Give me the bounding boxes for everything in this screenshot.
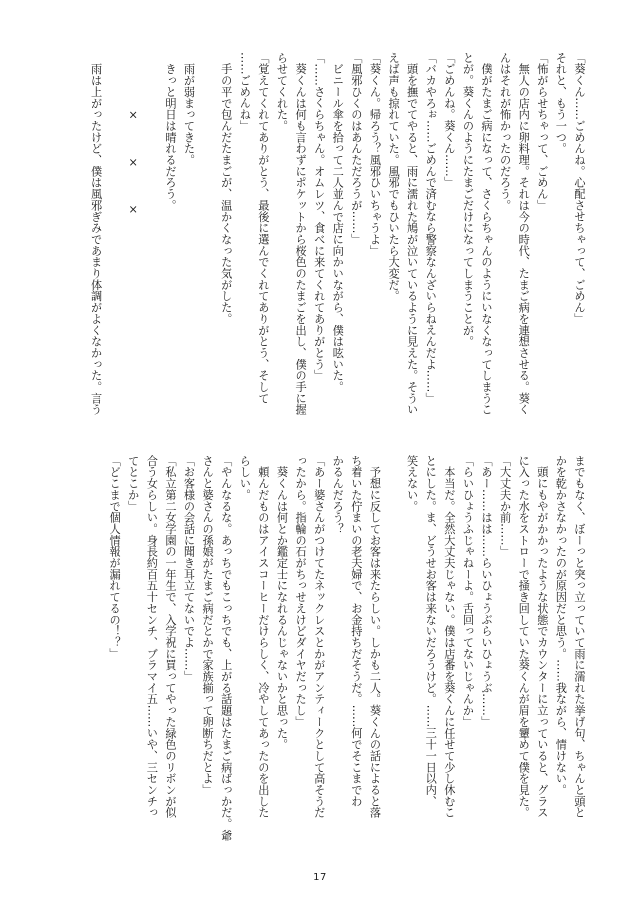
text-line: 笑えない。 — [405, 455, 419, 512]
text-line: 「らいひょうふじゃねーよ。舌回ってないじゃんか」 — [461, 455, 475, 728]
text-line: かを乾かさなかったのが原因だと思う。……我ながら、情けない。 — [554, 455, 568, 796]
text-line: ビニール傘を拾って二人並んで店に向かいながら、僕は呟いた。 — [331, 52, 345, 393]
text-line: 「どこまで個人情報が漏れてるの！？」 — [108, 455, 122, 660]
text-line: 頼んだものはアイスコーヒーだけらしく、冷やしてあったのを出した — [256, 455, 270, 819]
text-line: とが。葵くんのようにたまごだけになってしまうことが。 — [461, 52, 475, 348]
text-line: 葵くんは何とか鑑定士になれるんじゃないかと思った。 — [275, 455, 289, 751]
text-line: 「バカやろぉ……ごめんで済むなら警察なんざいらねえんだよ……」 — [424, 52, 438, 404]
text-line: × × × — [126, 52, 140, 217]
text-line: 「風邪ひくのはあんただろうが……」 — [349, 52, 363, 245]
text-line: 「あー婆さんがつけてたネックレスとかがアンティークとして高そうだ — [312, 455, 326, 819]
text-line: 僕がたまご病になって、さくらちゃんのようにいなくなってしまうこ — [480, 52, 494, 416]
text-line: えば声も掠れていた。風邪でもひいたら大変だ。 — [387, 52, 401, 302]
text-line: 「覚えてくれてありがとう、最後に選んでくれてありがとう、そして — [256, 52, 270, 404]
text-line: かるんだろう？ — [331, 455, 345, 535]
text-line — [142, 52, 161, 382]
text-line: とにした。ま、どうせお客は来ないだろうけど。……三十一日以内、 — [424, 455, 438, 807]
text-line: 「葵くん。帰ろう？風邪ひいちゃうよ」 — [368, 52, 382, 257]
text-line: 無人の店内に卵料理。それは今の時代、たまご病を連想させる。葵く — [517, 52, 531, 416]
text-line: 「私立第二女学園の一年生で、入学祝に買ってやった緑色のリボンが似 — [163, 455, 177, 819]
page-number: 17 — [313, 872, 327, 883]
text-line — [198, 52, 217, 382]
text-line: までもなく、ぼーっと突っ立っていて雨に濡れた挙げ句、ちゃんと頭と — [573, 455, 586, 819]
text-line: んはそれが怖かったのだろう。 — [498, 52, 512, 211]
text-line: 「大丈夫か前……」 — [498, 455, 512, 558]
text-line: さんと婆さんの孫娘がたまご病だとかで家族揃って卵断ちだとよ」 — [201, 455, 215, 796]
upper-text-block — [89, 52, 588, 416]
text-line — [383, 455, 402, 825]
text-line: 手の平で包んだたまごが、温かくなった気がした。 — [219, 52, 233, 325]
text-line: 「お客様の会話に聞き耳立てないでよ……」 — [182, 455, 196, 682]
text-line: 頭を撫でてやると、雨に濡れた鳩が泣いているように見えた。そうい — [405, 52, 419, 416]
lower-text-block — [108, 455, 588, 841]
text-line: 雨が弱まってきた。 — [182, 52, 196, 166]
text-line: 合う女らしい。身長約百五十センチ、ブラマイ五……いや、三センチっ — [145, 455, 159, 819]
text-line: きっと明日は晴れるだろう。 — [163, 52, 177, 211]
text-line: 「やんなるな。あっちでもこっちでも、上がる話題はたまご病ばっかだ。爺 — [219, 455, 233, 841]
text-line: 「葵くん……ごめんね。心配させちゃって、ごめん」 — [573, 52, 586, 325]
text-line: 頭にもやがかかったような状態でカウンターに立っていると、グラス — [535, 455, 549, 819]
text-line: 葵くんは何も言わずにポケットから桜色のたまごを出し、僕の手に握 — [294, 52, 308, 416]
text-line: それと、もう一つ。 — [554, 52, 568, 155]
text-line: ……ごめんね」 — [238, 52, 252, 132]
text-line: 本当だ。全然大丈夫じゃない。僕は店番を葵くんに任せて少し休むこ — [442, 455, 456, 819]
text-line: 「ごめんね。葵くん……」 — [442, 52, 456, 189]
text-line: らせてくれた。 — [275, 52, 289, 132]
text-line: らしい。 — [238, 455, 252, 501]
text-line: 「あー……はは……らいひょうぶらいひょうぶ……」 — [480, 455, 494, 728]
text-line: 予想に反してお客は来たらしい。しかも二人。葵くんの話によると落 — [368, 455, 382, 819]
text-line — [105, 52, 124, 382]
text-line: ち着いた佇まいの老夫婦で、お金持ちだそうだ。……何でそこまでわ — [349, 455, 363, 807]
text-line: てとこか」 — [126, 455, 140, 512]
text-line: に入った水をストローで掻き回していた葵くんが眉を顰めて僕を見た。 — [517, 455, 531, 819]
text-line: 「……さくらちゃん。オムレツ、食べに来てくれてありがとう」 — [312, 52, 326, 382]
text-line: 「怖がらせちゃって、ごめん」 — [535, 52, 549, 211]
text-line: 雨は上がったけど、僕は風邪ぎみであまり体調がよくなかった。言う — [89, 52, 103, 416]
text-line: ったから。指輪の石がちっせえけどダイヤだったし」 — [294, 455, 308, 728]
